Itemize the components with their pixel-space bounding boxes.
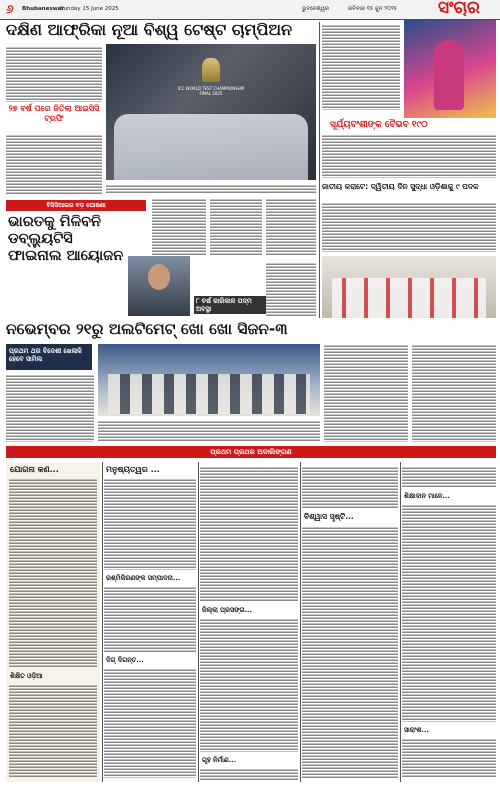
bcci-kicker: ବିସିସିଆଇର ବଡ଼ ଘୋଷଣା <box>6 200 146 211</box>
karate-photo <box>322 256 496 318</box>
karate-headline: ଜାତୀୟ କରାଟେ: ଦ୍ୱିତୀୟ ଦିନ ସୁଦ୍ଧା ଓଡ଼ିଶାକୁ ୯ ପଦକ <box>322 182 479 191</box>
col2-sub1: ରଶ୍ମିକିରଣଙ୍କ ସମ୍ପାଦନା... <box>106 574 181 582</box>
col2-text <box>104 478 196 570</box>
col3-text-2 <box>200 618 298 752</box>
col2-sub2: ଦିଗ୍ ଦିଗନ୍ତ... <box>106 656 144 664</box>
lead-box-head <box>6 104 102 132</box>
lead-col-2 <box>152 198 206 256</box>
col5-sub2: ସାରାଂଶ... <box>404 726 429 734</box>
col4-title: ବିଶ୍ୱାସ ସୃଷ୍ଟି... <box>304 512 354 521</box>
bottom-col-4 <box>302 462 398 782</box>
col3-sub1: ଜିଲ୍ଲା ପ୍ରସଙ୍ଗ... <box>202 606 252 614</box>
official-head <box>148 264 170 290</box>
ipl-intro-text <box>322 24 400 110</box>
col2-title: ମନୁଷ୍ୟତ୍ୱର ... <box>106 465 160 474</box>
col1-sub: ଶିକ୍ଷିତ ଓଡ଼ିଆ <box>10 672 43 680</box>
separator <box>102 462 103 782</box>
dignitaries-row <box>108 374 310 414</box>
col1-text-2 <box>9 684 97 778</box>
khokho-event-photo <box>98 344 320 416</box>
bottom-col-1 <box>6 462 100 782</box>
lead-col-3 <box>210 198 262 256</box>
khokho-headline: ନଭେମ୍ବର ୨୧ରୁ ଅଲଟିମେଟ୍ ଖୋ ଖୋ ସିଜନ-୩ <box>6 320 288 338</box>
khokho-col-right-1 <box>324 344 408 442</box>
bottom-col-2 <box>104 462 196 782</box>
lead-photo-caption-text <box>106 184 316 194</box>
karate-story-text <box>322 202 496 252</box>
col3-sub2: ଗୃହ ନିର୍ମାଣ... <box>202 756 237 764</box>
lead-photo-trophy <box>106 44 316 180</box>
separator <box>400 462 401 782</box>
col5-text-2 <box>402 504 496 722</box>
col5-text-3 <box>402 738 496 778</box>
lead-headline: ଦକ୍ଷିଣ ଆଫ୍ରିକା ନୂଆ ବିଶ୍ୱ ଟେଷ୍ଟ ଚାମ୍ପିଅନ <box>6 20 293 39</box>
col5-sub1: ଶିକ୍ଷାଦାନ ମାନେ... <box>404 492 450 500</box>
khokho-sub-box <box>6 344 92 370</box>
bottom-col-3 <box>200 462 298 782</box>
ipl-player-photo <box>404 20 496 118</box>
header-odia-date: ରବିବାର ୧୫ ଜୁନ ୨୦୨୫ <box>348 6 398 12</box>
separator <box>198 462 199 782</box>
header-date: Sunday 15 June 2025 <box>60 6 119 12</box>
khokho-story-text <box>6 374 94 442</box>
bcci-headline: ଭାରତକୁ ମିଳିବନି ଡବ୍ଲ୍ୟୁଟିସି ଫାଇନାଲ ଆୟୋଜନ <box>8 214 124 264</box>
col3-text-3 <box>200 768 298 780</box>
bottom-banner <box>6 446 496 458</box>
masthead-logo: ସଂଚାର <box>438 0 480 18</box>
players-group <box>114 114 308 180</box>
khokho-sub: ପ୍ରଥମ ଥର ବିଦେଶୀ ଖେଳାଳି ହେବେ ସାମିଲ <box>9 347 82 363</box>
lead-col-4 <box>266 198 316 256</box>
header-city: Bhubaneswar <box>22 6 65 12</box>
ipl-headline: ସୂର୍ଯ୍ୟବଂଶୀଙ୍କ ବୈଭବ ୧୯୦ <box>330 120 428 130</box>
ipl-story-text <box>322 134 496 178</box>
col1-text <box>9 478 97 668</box>
page-header <box>0 0 500 20</box>
karate-group-figures <box>332 278 486 318</box>
khokho-caption-text <box>98 420 320 442</box>
col3-text <box>200 466 298 602</box>
bcci-story-text <box>266 262 316 316</box>
header-odia-city: ଭୁବନେଶ୍ୱର <box>302 6 330 12</box>
bcci-official-photo <box>128 256 190 316</box>
col4-text <box>302 466 398 508</box>
bottom-banner-text: ପ୍ରଥମ ପ୍ରଥର ଅଦାଲିଙ୍ଗଣ <box>210 448 292 456</box>
photo-caption: ICC WORLD TEST CHAMPIONSHIP FINAL 2025 <box>177 86 245 96</box>
separator <box>319 22 320 318</box>
col2-text-2 <box>104 586 196 652</box>
batsman-figure <box>434 40 464 110</box>
col4-text-2 <box>302 526 398 778</box>
separator <box>300 462 301 782</box>
lead-box-head-text: ୨୭ ବର୍ଷ ପରେ ଜିତିଲା ଆଇସିସି ଟ୍ରଫି <box>8 104 100 123</box>
lead-story-text <box>6 46 102 102</box>
khokho-col-right-2 <box>412 344 496 442</box>
lead-story-text-2 <box>6 134 102 194</box>
bcci-caption: ୮ ବର୍ଷ କାରିକାଳ ପଦ୍ମ ଅବସ୍ଥା <box>194 296 268 314</box>
col5-text <box>402 466 496 488</box>
col2-text-3 <box>104 668 196 778</box>
bottom-col-5 <box>402 462 496 782</box>
trophy-shape <box>202 58 220 82</box>
col1-title: ଯୋଗନା କଣ... <box>10 465 59 474</box>
page-number: ୬ <box>6 2 14 16</box>
